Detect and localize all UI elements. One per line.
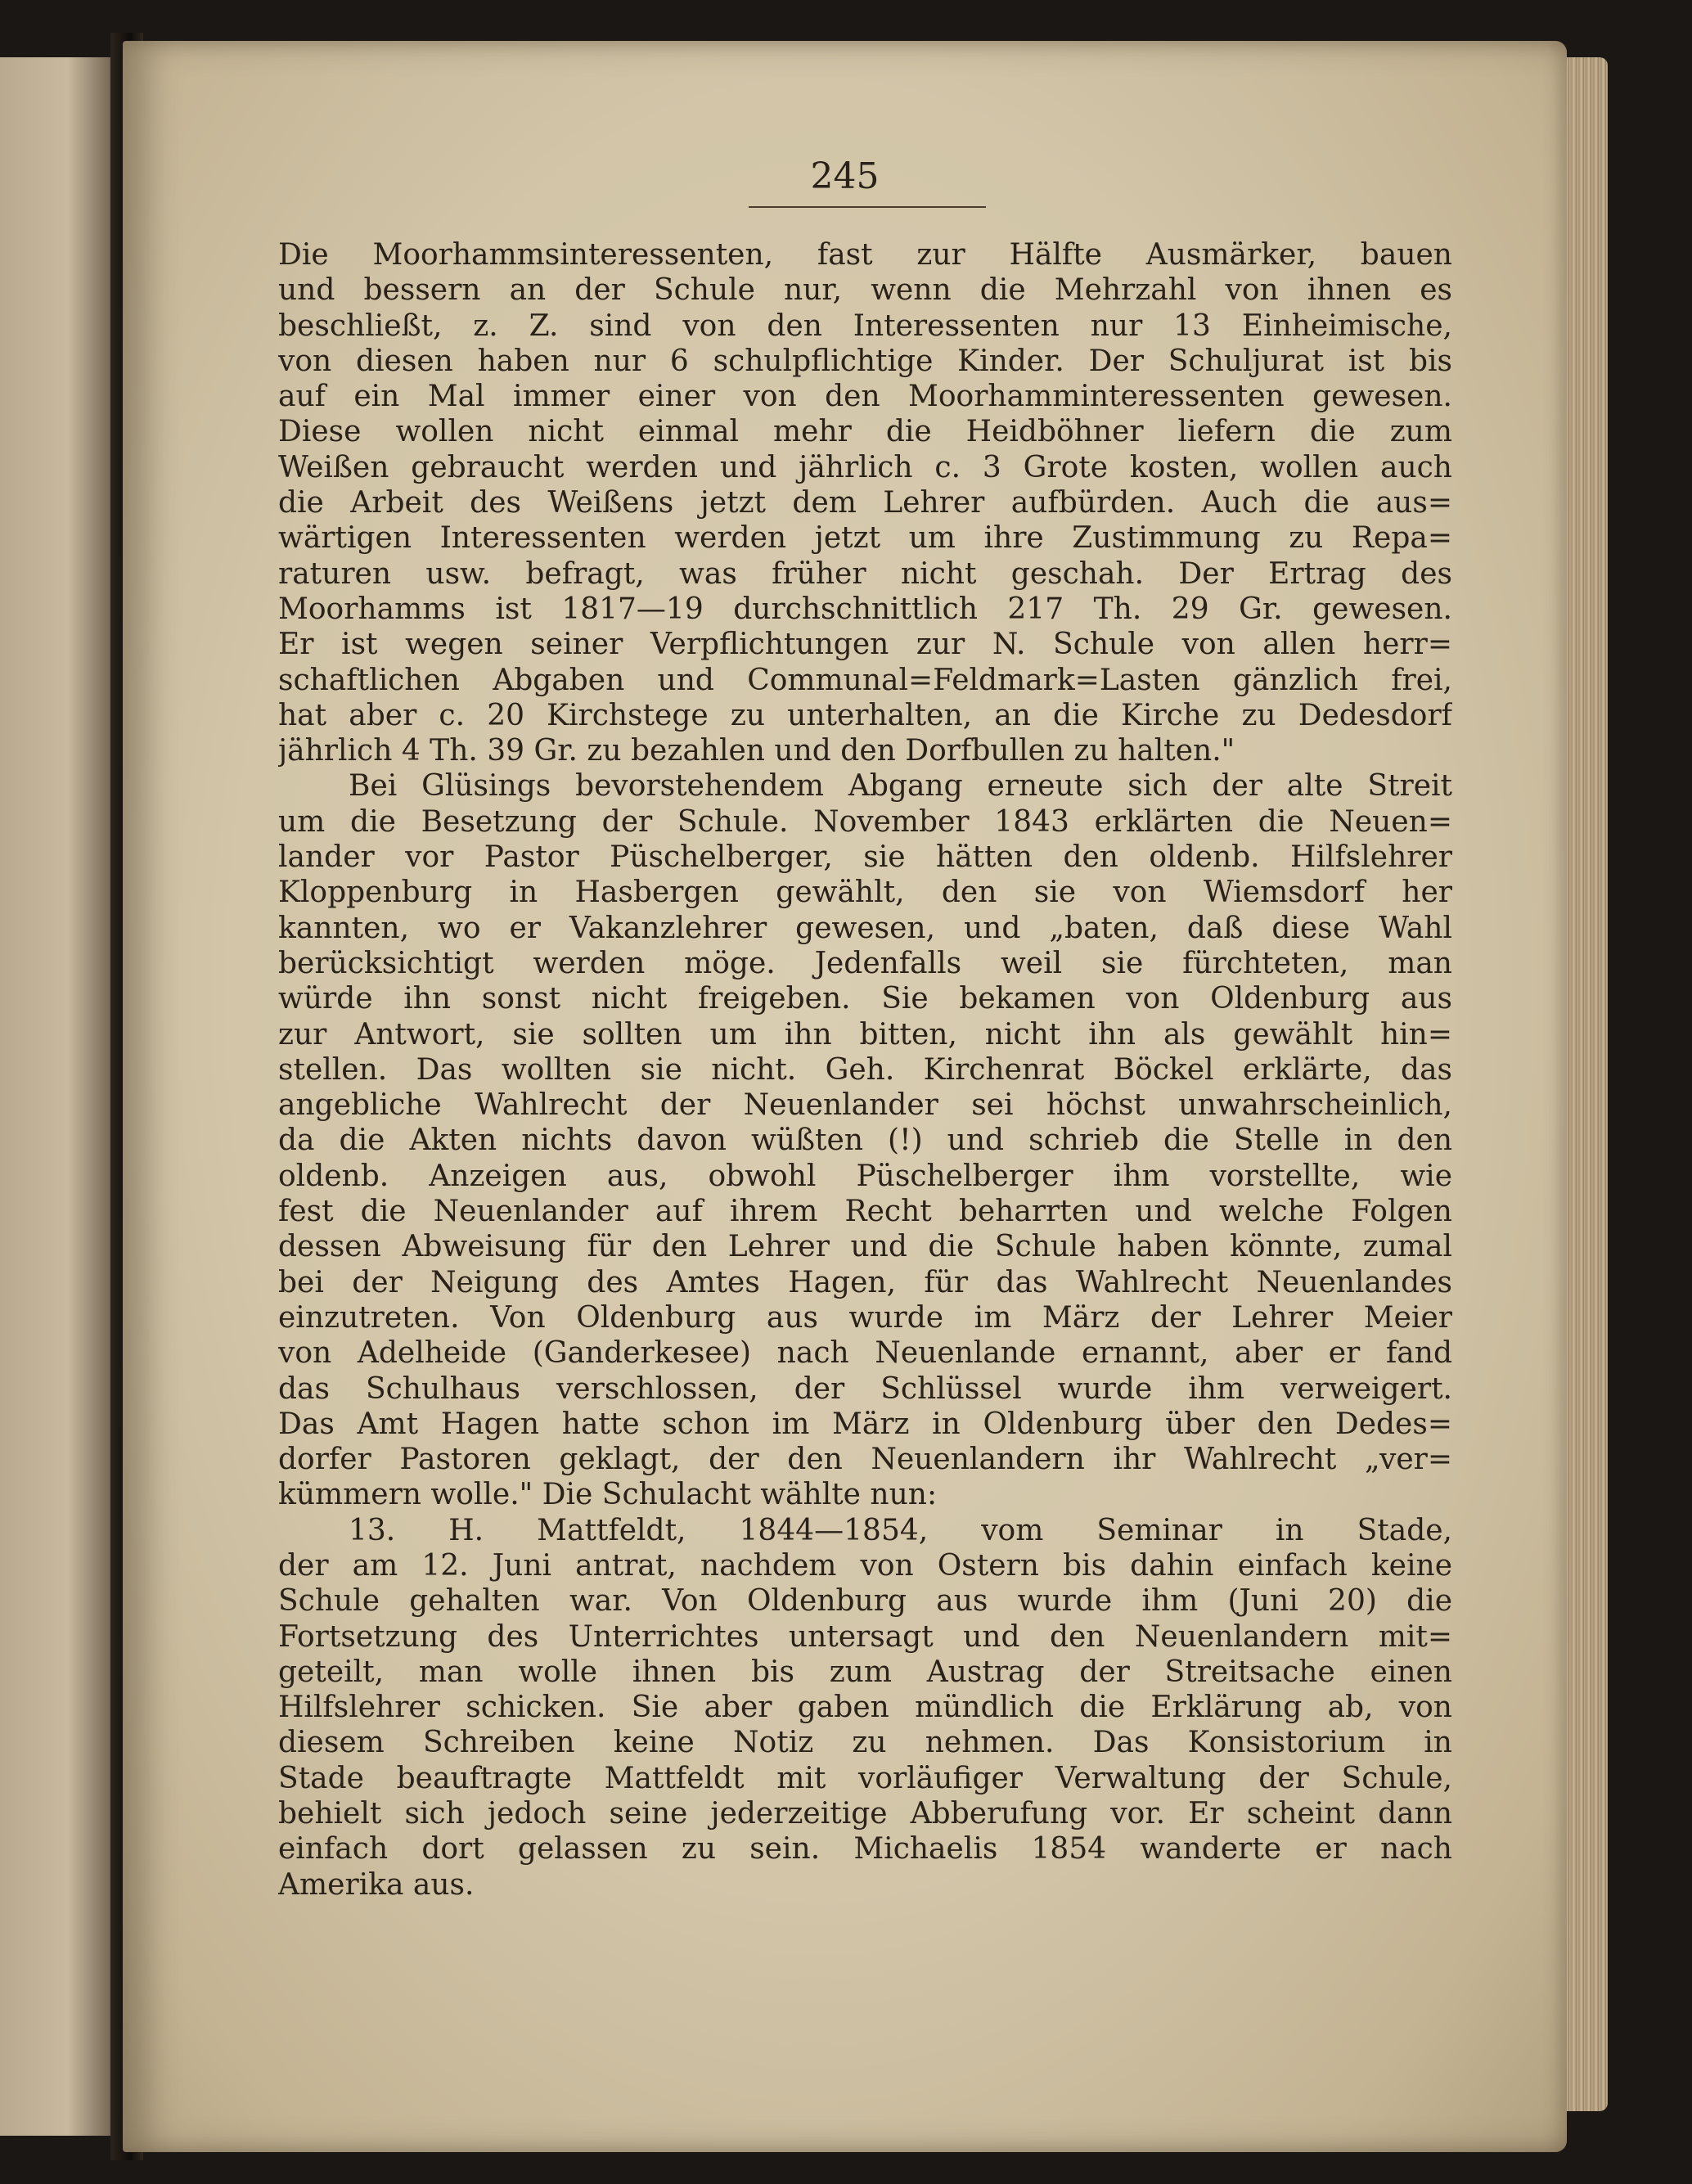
- text-line: bei der Neigung des Amtes Hagen, für das Wahlrecht Neuenlandes: [278, 1265, 1452, 1299]
- text-line: jährlich 4 Th. 39 Gr. zu bezahlen und den Dorfbullen zu halten.": [278, 734, 1235, 768]
- text-line: angebliche Wahlrecht der Neuenlander sei höchst unwahrscheinlich,: [278, 1088, 1452, 1123]
- text-line: Schule gehalten war. Von Oldenburg aus wurde ihm (Juni 20) die: [278, 1584, 1452, 1619]
- text-line: die Arbeit des Weißens jetzt dem Lehrer aufbürden. Auch die aus=: [278, 486, 1452, 520]
- text-line: Moorhamms ist 1817—19 durchschnittlich 217 Th. 29 Gr. gewesen.: [278, 592, 1452, 626]
- text-line: dessen Abweisung für den Lehrer und die Schule haben könnte, zumal: [278, 1230, 1452, 1264]
- text-line: Diese wollen nicht einmal mehr die Heidböhner liefern die zum: [278, 415, 1452, 449]
- paragraph-start-line: 13. H. Mattfeldt, 1844—1854, vom Seminar in Stade,: [349, 1513, 1452, 1547]
- text-line: geteilt, man wolle ihnen bis zum Austrag der Streitsache einen: [278, 1655, 1452, 1689]
- text-line: Das Amt Hagen hatte schon im März in Oldenburg über den Dedes=: [278, 1407, 1452, 1441]
- text-line: lander vor Pastor Püschelberger, sie hätten den oldenb. Hilfslehrer: [278, 840, 1452, 875]
- text-line: Amerika aus.: [278, 1867, 475, 1902]
- text-line: stellen. Das wollten sie nicht. Geh. Kirchenrat Böckel erklärte, das: [278, 1052, 1452, 1087]
- text-line: zur Antwort, sie sollten um ihn bitten, nicht ihn als gewählt hin=: [278, 1017, 1452, 1051]
- text-line: und bessern an der Schule nur, wenn die Mehrzahl von ihnen es: [278, 273, 1452, 308]
- text-line: fest die Neuenlander auf ihrem Recht beharrten und welche Folgen: [278, 1195, 1452, 1229]
- text-line: würde ihn sonst nicht freigeben. Sie bekamen von Oldenburg aus: [278, 982, 1452, 1016]
- text-line: um die Besetzung der Schule. November 1843 erklärten die Neuen=: [278, 804, 1452, 839]
- text-line: auf ein Mal immer einer von den Moorhamminteressenten gewesen.: [278, 380, 1452, 414]
- text-line: Er ist wegen seiner Verpflichtungen zur N. Schule von allen herr=: [278, 628, 1452, 662]
- text-line: behielt sich jedoch seine jederzeitige Abberufung vor. Er scheint dann: [278, 1797, 1452, 1831]
- text-line: berücksichtigt werden möge. Jedenfalls weil sie fürchteten, man: [278, 946, 1452, 980]
- text-line: schaftlichen Abgaben und Communal=Feldmark=Lasten gänzlich frei,: [278, 663, 1452, 697]
- text-line: dorfer Pastoren geklagt, der den Neuenlandern ihr Wahlrecht „ver=: [278, 1443, 1452, 1477]
- page-number: 245: [810, 155, 880, 197]
- body-text: [278, 237, 1452, 1903]
- book-page: [123, 41, 1567, 2152]
- text-line: hat aber c. 20 Kirchstege zu unterhalten, an die Kirche zu Dedesdorf: [278, 698, 1452, 732]
- text-line: kümmern wolle." Die Schulacht wählte nun:: [278, 1478, 938, 1512]
- text-line: von diesen haben nur 6 schulpflichtige Kinder. Der Schuljurat ist bis: [278, 344, 1452, 378]
- text-line: Hilfslehrer schicken. Sie aber gaben mündlich die Erklärung ab, von: [278, 1691, 1452, 1725]
- text-line: einfach dort gelassen zu sein. Michaelis 1854 wanderte er nach: [278, 1832, 1452, 1867]
- text-line: Fortsetzung des Unterrichtes untersagt und den Neuenlandern mit=: [278, 1619, 1452, 1654]
- text-line: einzutreten. Von Oldenburg aus wurde im März der Lehrer Meier: [278, 1300, 1452, 1335]
- text-line: raturen usw. befragt, was früher nicht geschah. Der Ertrag des: [278, 556, 1452, 591]
- text-line: diesem Schreiben keine Notiz zu nehmen. Das Konsistorium in: [278, 1726, 1452, 1760]
- facing-page-edge: [0, 57, 123, 2136]
- text-line: Weißen gebraucht werden und jährlich c. 3 Grote kosten, wollen auch: [278, 450, 1452, 484]
- text-line: beschließt, z. Z. sind von den Interessenten nur 13 Einheimische,: [278, 308, 1452, 343]
- text-line: von Adelheide (Ganderkesee) nach Neuenlande ernannt, aber er fand: [278, 1336, 1452, 1371]
- header-rule: [749, 206, 986, 208]
- text-line: Kloppenburg in Hasbergen gewählt, den sie von Wiemsdorf her: [278, 876, 1452, 910]
- text-line: der am 12. Juni antrat, nachdem von Ostern bis dahin einfach keine: [278, 1548, 1452, 1583]
- text-line: Die Moorhammsinteressenten, fast zur Hälfte Ausmärker, bauen: [278, 238, 1452, 272]
- paragraph-start-line: Bei Glüsings bevorstehendem Abgang erneute sich der alte Streit: [349, 769, 1452, 804]
- text-line: das Schulhaus verschlossen, der Schlüssel wurde ihm verweigert.: [278, 1371, 1452, 1406]
- text-line: oldenb. Anzeigen aus, obwohl Püschelberger ihm vorstellte, wie: [278, 1159, 1452, 1193]
- text-line: da die Akten nichts davon wüßten (!) und schrieb die Stelle in den: [278, 1124, 1452, 1158]
- text-line: Stade beauftragte Mattfeldt mit vorläufiger Verwaltung der Schule,: [278, 1761, 1452, 1795]
- text-line: kannten, wo er Vakanzlehrer gewesen, und „baten, daß diese Wahl: [278, 911, 1452, 945]
- text-line: wärtigen Interessenten werden jetzt um ihre Zustimmung zu Repa=: [278, 521, 1452, 556]
